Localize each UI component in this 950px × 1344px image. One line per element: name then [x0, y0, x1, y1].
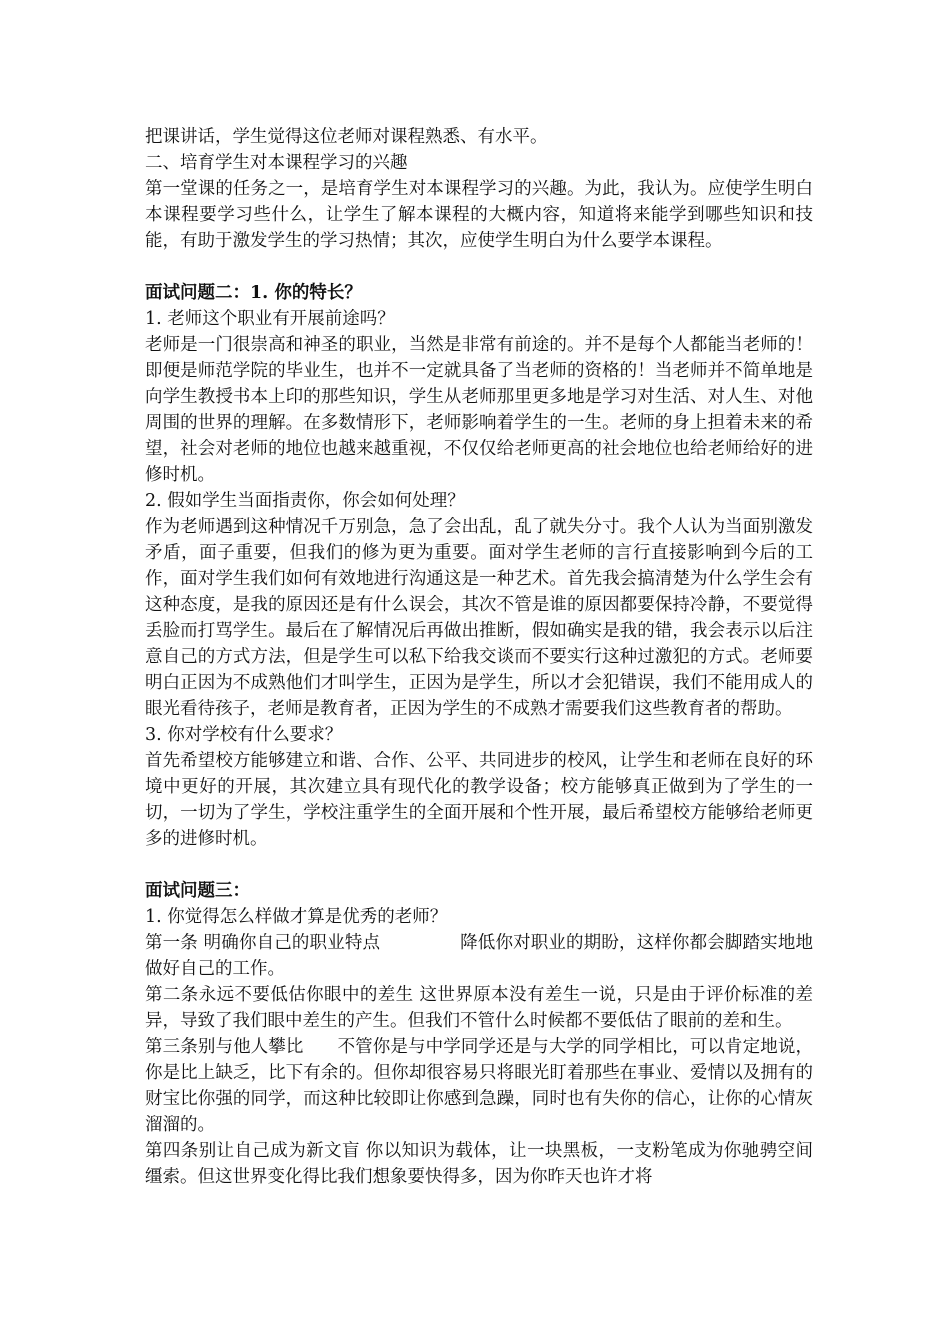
section-2-question-1: 1. 老师这个职业有开展前途吗？	[145, 309, 395, 329]
section-2-answer-3: 首先希望校方能够建立和谐、合作、公平、共同进步的校风，让学生和老师在良好的环境中更好的开展，其次建立具有现代化的教学设备；校方能够真正做到为了学生的一切，一切为了学生，学校注重学生的全面开展和个性开展，最后希望校方能够给老师更多的进修时机。	[145, 751, 813, 849]
section-gap	[145, 852, 813, 878]
section-2-answer-2: 作为老师遇到这种情况千万别急，急了会出乱，乱了就失分寸。我个人认为当面别激发矛盾，面子重要，但我们的修为更为重要。面对学生老师的言行直接影响到今后的工作，面对学生我们如何有效地进行沟通这是一种艺术。首先我会搞清楚为什么学生会有这种态度，是我的原因还是有什么误会，其次不管是谁的原因都要保持冷静，不要觉得丢脸而打骂学生。最后在了解情况后再做出推断，假如确实是我的错，我会表示以后注意自己的方式方法，但是学生可以私下给我交谈而不要实行这种过激犯的方式。老师要明白正因为不成熟他们才叫学生，正因为是学生，所以才会犯错误，我们不能用成人的眼光看待孩子，老师是教育者，正因为学生的不成熟才需要我们这些教育者的帮助。	[145, 517, 813, 719]
section-3-rule-2: 第二条永远不要低估你眼中的差生 这世界原本没有差生一说，只是由于评价标准的差异，导致了我们眼中差生的产生。但我们不管什么时候都不要低估了眼前的差和生。	[145, 985, 813, 1031]
intro-paragraph: 第一堂课的任务之一，是培育学生对本课程学习的兴趣。为此，我认为。应使学生明白本课程要学习些什么，让学生了解本课程的大概内容，知道将来能学到哪些知识和技能，有助于激发学生的学习热情；其次，应使学生明白为什么要学本课程。	[145, 179, 813, 251]
section-3-heading: 面试问题三：	[145, 881, 250, 901]
section-3-question-1: 1. 你觉得怎么样做才算是优秀的老师？	[145, 907, 448, 927]
section-gap	[145, 254, 813, 280]
section-2-question-3: 3. 你对学校有什么要求？	[145, 725, 343, 745]
document-page	[145, 124, 813, 1190]
section-3-rule-3: 第三条别与他人攀比 不管你是与中学同学还是与大学的同学相比，可以肯定地说，你是比上缺乏，比下有余的。但你却很容易只将眼光盯着那些在事业、爱情以及拥有的财宝比你强的同学，而这种比较即让你感到急躁，同时也有失你的信心，让你的心情灰溜溜的。	[145, 1037, 813, 1135]
section-3-rule-1: 第一条 明确你自己的职业特点 降低你对职业的期盼，这样你都会脚踏实地地做好自己的工作。	[145, 933, 813, 979]
section-2-answer-1: 老师是一门很崇高和神圣的职业，当然是非常有前途的。并不是每个人都能当老师的！即便是师范学院的毕业生，也并不一定就具备了当老师的资格的！当老师并不简单地是向学生教授书本上印的那些知识，学生从老师那里更多地是学习对生活、对人生、对他周围的世界的理解。在多数情形下，老师影响着学生的一生。老师的身上担着未来的希望，社会对老师的地位也越来越重视，不仅仅给老师更高的社会地位也给老师给好的进修时机。	[145, 335, 813, 485]
section-3-rule-4: 第四条别让自己成为新文盲 你以知识为载体，让一块黑板，一支粉笔成为你驰骋空间缰索。但这世界变化得比我们想象要快得多，因为你昨天也许才将	[145, 1141, 813, 1187]
intro-subheading: 二、培育学生对本课程学习的兴趣	[145, 153, 408, 173]
intro-line-1: 把课讲话，学生觉得这位老师对课程熟悉、有水平。	[145, 127, 548, 147]
section-2-question-2: 2. 假如学生当面指责你，你会如何处理？	[145, 491, 465, 511]
section-2-heading: 面试问题二：1. 你的特长？	[145, 283, 362, 303]
